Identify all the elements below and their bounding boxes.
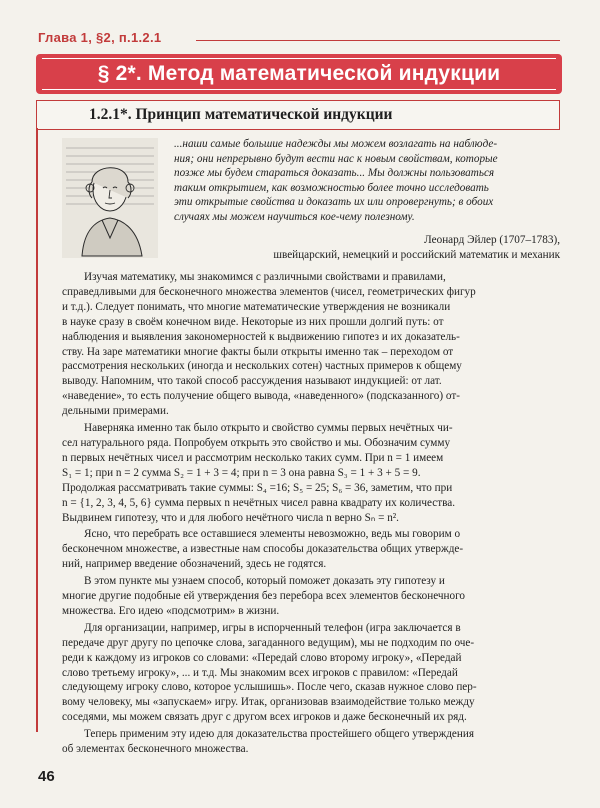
attribution-description: швейцарский, немецкий и российский математик и механик [273, 248, 560, 261]
body-line: выводу. Напомним, что такой способ рассуждения называют индукцией: от лат. [62, 375, 442, 388]
subsection-title: 1.2.1*. Принцип математической индукции [89, 106, 393, 123]
epigraph-line: эти открытые свойства и доказать их или опровергнуть; в обоих [174, 196, 494, 209]
body-line: реди к каждому из игроков со словами: «Передай слово второму игроку», «Передай [62, 651, 462, 664]
body-line: Изучая математику, мы знакомимся с различными свойствами и правилами, [84, 271, 446, 283]
subsection-box [36, 100, 560, 130]
attribution-name: Леонард Эйлер (1707–1783), [424, 234, 560, 246]
body-line: слово третьему игроку», ... и т.д. Мы знакомим всех игроков с правилом: «Передай [62, 666, 458, 679]
epigraph [174, 137, 564, 225]
running-head: Глава 1, §2, п.1.2.1 [38, 30, 162, 45]
body-line: множества. Его идею «подсмотрим» в жизни. [62, 604, 280, 617]
body-line: следующему игроку слово, которое услышишь». После чего, сказав нужное слово пер- [62, 681, 477, 694]
body-line: рассмотрения нескольких (иногда и нескольких сотен) частных примеров к общему [62, 360, 462, 373]
body-line: об элементах бесконечного множества. [62, 743, 249, 756]
body-line: Выдвинем гипотезу, что и для любого нечётного числа n верно Sₙ = n². [62, 511, 399, 524]
body-line: наблюдения и выявления закономерностей к выдвижению гипотез и их доказатель- [62, 330, 460, 343]
section-title: § 2*. Метод математической индукции [97, 62, 501, 85]
body-line: соседями, мы можем связать друг с другом всех игроков и даже бесконечный их ряд. [62, 711, 467, 724]
body-line: в науке сразу в своём конечном виде. Некоторые из них прошли долгий путь: от [62, 315, 444, 328]
body-line: n = {1, 2, 3, 4, 5, 6} сумма первых n нечётных чисел равна квадрату их количества. [62, 496, 456, 509]
body-line: Продолжая рассматривать такие суммы: S₄ =16; S₅ = 25; S₆ = 36, заметим, что при [62, 481, 453, 494]
body-line: Ясно, что перебрать все оставшиеся элементы невозможно, ведь мы говорим о [84, 528, 461, 541]
epigraph-line: таким открытием, как возможностью более точно исследовать [174, 181, 489, 194]
body-line: S₁ = 1; при n = 2 сумма S₂ = 1 + 3 = 4; при n = 3 она равна S₃ = 1 + 3 + 5 = 9. [62, 466, 421, 479]
body-line: дельными примерами. [62, 405, 169, 418]
body-line: «наведение», то есть получение общего вывода, «наведенного» (подсказанного) от- [62, 390, 460, 403]
body-line: передаче друг другу по цепочке слова, загаданного ведущим), мы не подходим по оче- [62, 636, 475, 649]
body-line: бесконечном множестве, а известные нам способы доказательства общих утвержде- [62, 543, 464, 556]
body-line: сел натурального ряда. Попробуем открыть это свойство и мы. Обозначим сумму [62, 436, 451, 449]
body-line: многие другие подобные ей утверждения без перебора всех элементов бесконечного [62, 590, 466, 603]
attribution [273, 233, 560, 262]
body-line: ний, например введение обозначений, здесь не годятся. [62, 558, 327, 571]
epigraph-line: позже мы будем стараться доказать... Мы должны пользоваться [174, 167, 495, 180]
margin-rule [36, 128, 38, 732]
body-line: В этом пункте мы узнаем способ, который поможет доказать эту гипотезу и [84, 575, 445, 588]
euler-portrait-image [62, 138, 158, 258]
body-line: и т.д.). Следует понимать, что многие математические утверждения не возникали [62, 300, 451, 313]
epigraph-line: случаях мы можем научиться кое-чему полезному. [174, 210, 415, 223]
body-line: Теперь применим эту идею для доказательства простейшего общего утверждения [84, 728, 475, 741]
body-line: Для организации, например, игры в испорченный телефон (игра заключается в [84, 621, 461, 634]
running-head-rule [196, 40, 560, 41]
body-line: вому человеку, мы «запускаем» игру. Итак, организовав взаимодействие только между [62, 696, 475, 709]
page-number: 46 [38, 768, 55, 785]
epigraph-line: ния; они непрерывно будут вести нас к новым свойствам, которые [174, 152, 498, 165]
section-banner [36, 54, 562, 94]
body-line: n первых нечётных чисел и рассмотрим несколько таких сумм. При n = 1 имеем [62, 451, 444, 464]
body-line: ству. На заре математики многие факты были открыты именно так – переходом от [62, 345, 454, 358]
body-text [62, 270, 562, 757]
body-line: Наверняка именно так было открыто и свойство суммы первых нечётных чи- [84, 422, 453, 435]
epigraph-line: ...наши самые большие надежды мы можем возлагать на наблюде- [174, 138, 498, 150]
body-line: справедливыми для бесконечного множества элементов (чисел, геометрических фигур [62, 285, 476, 298]
